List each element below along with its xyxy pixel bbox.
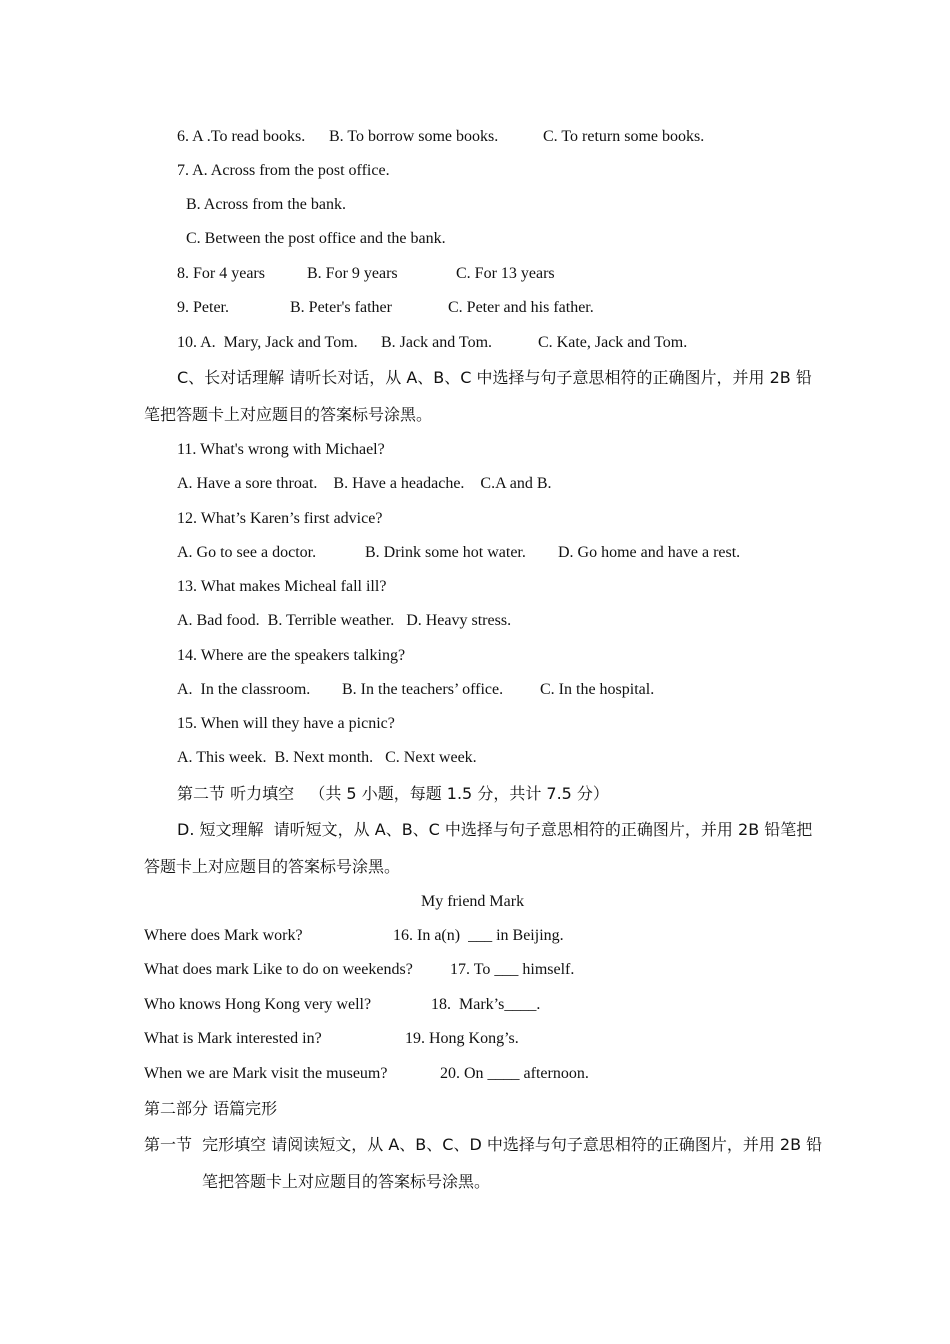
section-d-instruction-cont: 答题卡上对应题目的答案标号涂黑。 (144, 857, 401, 876)
section-2-title: 第二节 听力填空 （共 5 小题，每题 1.5 分，共计 7.5 分） (177, 784, 609, 803)
q6-option-c: C. To return some books. (543, 128, 705, 145)
q14-option-b: B. In the teachers’ office. (342, 681, 504, 698)
q7-option-c: C. Between the post office and the bank. (186, 230, 446, 247)
passage-answer: 16. In a(n) ___ in Beijing. (393, 927, 564, 944)
section-d-instruction: D. 短文理解 请听短文，从 A、B、C 中选择与句子意思相符的正确图片，并用 2B 铅笔把 (177, 820, 813, 839)
q8-option-a: 8. For 4 years (177, 265, 265, 282)
q9-option-c: C. Peter and his father. (448, 299, 594, 316)
q15-options: A. This week. B. Next month. C. Next week. (177, 749, 477, 766)
q12-option-b: B. Drink some hot water. (365, 544, 526, 561)
passage-answer: 18. Mark’s____. (431, 996, 541, 1013)
q7-option-b: B. Across from the bank. (186, 196, 346, 213)
q14-option-c: C. In the hospital. (540, 681, 655, 698)
passage-question: Who knows Hong Kong very well? (144, 996, 372, 1013)
passage-answer: 19. Hong Kong’s. (405, 1030, 519, 1047)
q12-option-a: A. Go to see a doctor. (177, 544, 317, 561)
q11-options: A. Have a sore throat. B. Have a headache. C.A and B. (177, 475, 552, 492)
q14-question: 14. Where are the speakers talking? (177, 647, 406, 664)
passage-answer: 20. On ____ afternoon. (440, 1065, 589, 1082)
q6-option-b: B. To borrow some books. (329, 128, 499, 145)
q15-question: 15. When will they have a picnic? (177, 715, 395, 732)
section-c-instruction-cont: 笔把答题卡上对应题目的答案标号涂黑。 (144, 405, 433, 424)
cloze-instruction: 第一节 完形填空 请阅读短文，从 A、B、C、D 中选择与句子意思相符的正确图片，并用 2B 铅 (144, 1135, 823, 1154)
passage-question: Where does Mark work? (144, 927, 303, 944)
q12-option-c: D. Go home and have a rest. (558, 544, 741, 561)
cloze-instruction-cont: 笔把答题卡上对应题目的答案标号涂黑。 (202, 1172, 491, 1191)
passage-answer: 17. To ___ himself. (450, 961, 575, 978)
q11-question: 11. What's wrong with Michael? (177, 441, 385, 458)
q10-option-a: 10. A. Mary, Jack and Tom. (177, 334, 358, 351)
q8-option-c: C. For 13 years (456, 265, 555, 282)
q14-option-a: A. In the classroom. (177, 681, 311, 698)
part-2-title: 第二部分 语篇完形 (144, 1099, 278, 1118)
q7-option-a: 7. A. Across from the post office. (177, 162, 390, 179)
q13-question: 13. What makes Micheal fall ill? (177, 578, 387, 595)
q12-question: 12. What’s Karen’s first advice? (177, 510, 383, 527)
q8-option-b: B. For 9 years (307, 265, 398, 282)
q6-option-a: 6. A .To read books. (177, 128, 306, 145)
q9-option-b: B. Peter's father (290, 299, 392, 316)
q10-option-b: B. Jack and Tom. (381, 334, 493, 351)
q9-option-a: 9. Peter. (177, 299, 229, 316)
q13-options: A. Bad food. B. Terrible weather. D. Heavy stress. (177, 612, 512, 629)
section-c-instruction: C、长对话理解 请听长对话，从 A、B、C 中选择与句子意思相符的正确图片，并用 2B 铅 (177, 368, 812, 387)
passage-title: My friend Mark (421, 893, 525, 910)
q10-option-c: C. Kate, Jack and Tom. (538, 334, 688, 351)
passage-question: When we are Mark visit the museum? (144, 1065, 388, 1082)
passage-question: What is Mark interested in? (144, 1030, 322, 1047)
passage-question: What does mark Like to do on weekends? (144, 961, 413, 978)
